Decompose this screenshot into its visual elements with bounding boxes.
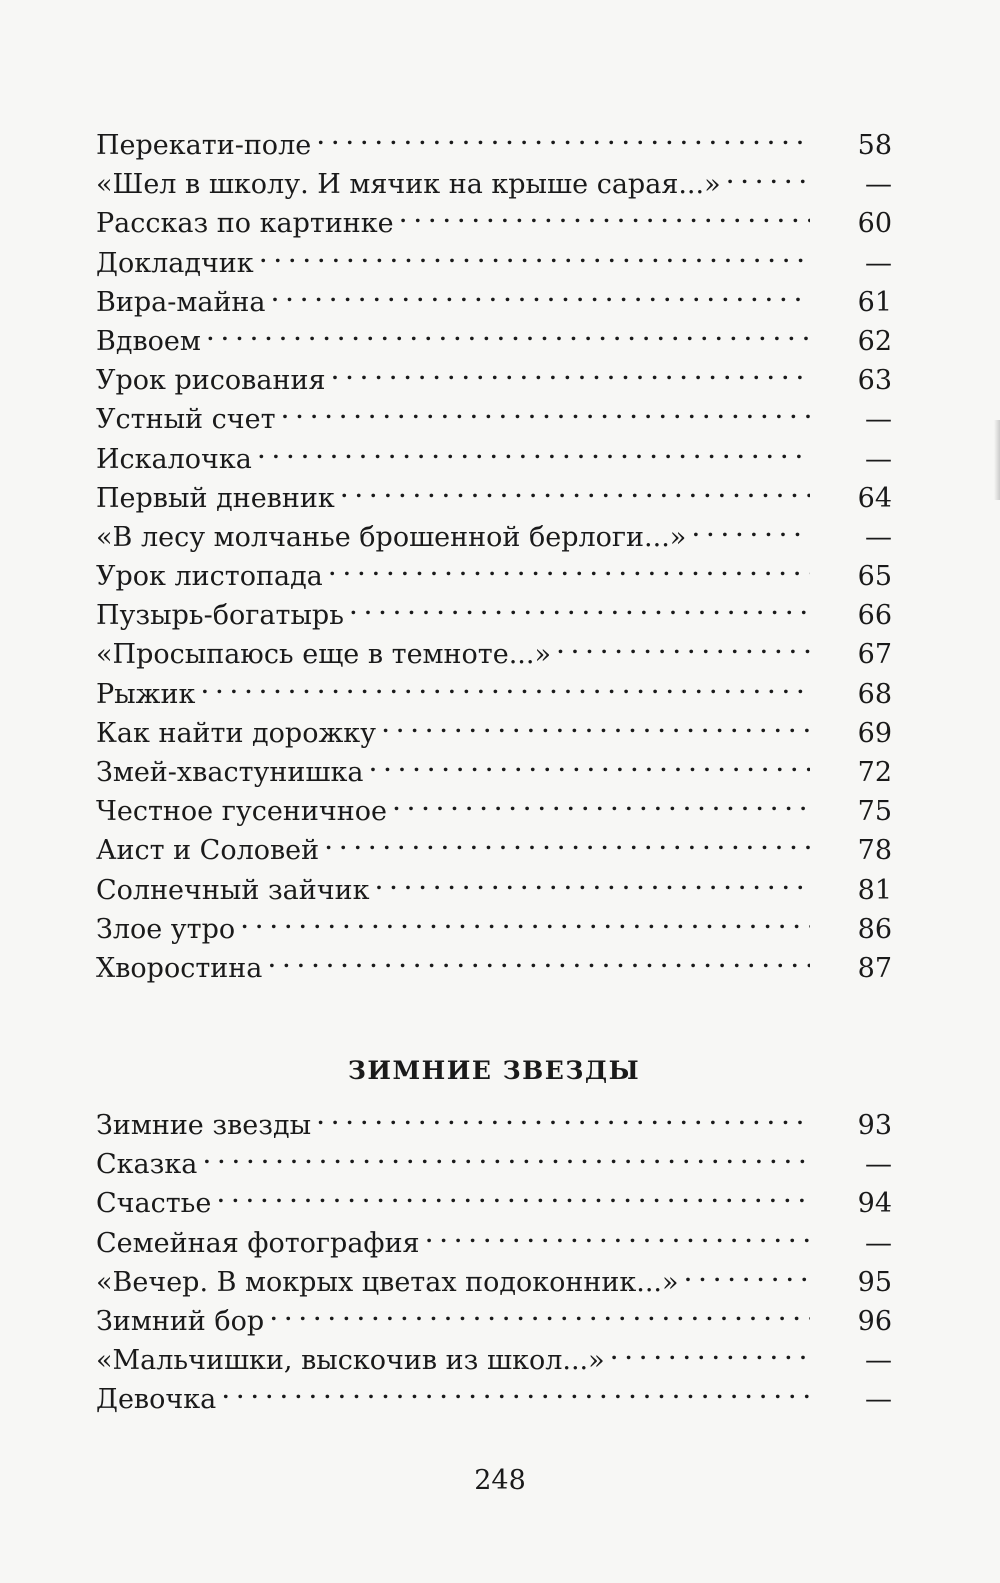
toc-entry-title: Искалочка — [96, 443, 252, 475]
toc-entry-title: «Просыпаюсь еще в темноте...» — [96, 639, 551, 671]
toc-entry-title: Рыжик — [96, 678, 196, 710]
toc-entry — [96, 557, 892, 596]
toc-entry-title: Зимний бор — [96, 1305, 265, 1337]
toc-entry-title: Вира-майна — [96, 286, 266, 318]
leader-dots — [332, 361, 811, 389]
toc-entry — [96, 1302, 892, 1341]
toc-entry-page: 86 — [857, 913, 892, 945]
leader-dots — [270, 1302, 810, 1330]
toc-entry-title: Змей-хвастунишка — [96, 757, 364, 788]
toc-entry — [96, 1106, 892, 1145]
toc-list — [96, 126, 892, 988]
leader-dots — [268, 949, 810, 977]
toc-entry-title: Семейная фотография — [96, 1227, 420, 1259]
leader-dots — [727, 165, 810, 193]
section-heading: ЗИМНИЕ ЗВЕЗДЫ — [347, 1056, 641, 1085]
leader-dots — [692, 518, 810, 546]
toc-entry-page: 69 — [857, 717, 892, 749]
toc-entry-title: Честное гусеничное — [96, 796, 387, 828]
leader-dots — [258, 440, 810, 468]
toc-entry-page: 62 — [857, 325, 892, 357]
toc-entry — [96, 1224, 892, 1263]
toc-entry-title: Первый дневник — [96, 482, 335, 514]
toc-entry-page: 63 — [857, 365, 892, 397]
toc-entry-page: — — [865, 443, 892, 475]
toc-entry-page: 60 — [857, 208, 892, 240]
toc-entry-page: — — [865, 1384, 892, 1416]
toc-entry — [96, 518, 892, 557]
toc-entry — [96, 1341, 892, 1380]
toc-entry — [96, 675, 892, 714]
toc-entry-page: 87 — [857, 952, 892, 984]
toc-entry-title: Счастье — [96, 1188, 212, 1220]
toc-entry-page: 96 — [857, 1305, 892, 1337]
toc-entry-page: 78 — [857, 835, 892, 867]
toc-entry-title: Пузырь-богатырь — [96, 600, 344, 632]
toc-entry — [96, 204, 892, 243]
leader-dots — [611, 1341, 810, 1369]
toc-entry — [96, 1145, 892, 1184]
toc-entry — [96, 322, 892, 361]
toc-entry-page: 58 — [857, 130, 892, 161]
toc-entry — [96, 1263, 892, 1302]
toc-entry-title: «Шел в школу. И мячик на крыше сарая...» — [96, 169, 721, 201]
page-number: 248 — [474, 1465, 526, 1496]
toc-entry-page: 65 — [857, 561, 892, 593]
toc-entry-page: — — [865, 1227, 892, 1259]
toc-entry — [96, 596, 892, 635]
toc-entry — [96, 283, 892, 322]
leader-dots — [350, 596, 810, 624]
page-edge-shadow — [994, 420, 1000, 500]
toc-entry-title: Как найти дорожку — [96, 717, 377, 749]
leader-dots — [222, 1380, 810, 1408]
toc-entry-page: 72 — [857, 757, 892, 788]
toc-entry-page: 66 — [857, 600, 892, 632]
leader-dots — [393, 792, 810, 820]
toc-entry-title: Солнечный зайчик — [96, 874, 370, 906]
toc-entry-title: Устный счет — [96, 404, 276, 436]
leader-dots — [685, 1263, 810, 1291]
toc-entry-page: — — [865, 169, 892, 201]
leader-dots — [341, 479, 810, 507]
leader-dots — [272, 283, 810, 311]
toc-entry — [96, 400, 892, 439]
toc-entry — [96, 479, 892, 518]
toc-entry-page: 68 — [857, 678, 892, 710]
toc-entry — [96, 361, 892, 400]
toc-entry-title: «Мальчишки, выскочив из школ...» — [96, 1345, 605, 1377]
toc-entry — [96, 126, 892, 165]
toc-entry — [96, 831, 892, 870]
toc-entry-page: — — [865, 404, 892, 436]
toc-entry — [96, 635, 892, 674]
toc-entry — [96, 871, 892, 910]
toc-entry — [96, 1184, 892, 1223]
toc-entry-page: 95 — [857, 1266, 892, 1298]
toc-entry-title: «В лесу молчанье брошенной берлоги...» — [96, 521, 687, 553]
leader-dots — [317, 126, 810, 154]
toc-entry-page: — — [865, 1345, 892, 1377]
toc-entry-title: Зимние звезды — [96, 1110, 312, 1141]
leader-dots — [376, 871, 811, 899]
toc-entry-page: — — [865, 1149, 892, 1181]
toc-entry — [96, 165, 892, 204]
leader-dots — [207, 322, 810, 350]
toc-entry-title: Урок листопада — [96, 561, 323, 593]
toc-entry-page: 64 — [857, 482, 892, 514]
toc-entry — [96, 714, 892, 753]
toc-entry — [96, 910, 892, 949]
toc-entry-title: Перекати-поле — [96, 130, 312, 161]
leader-dots — [369, 753, 810, 781]
toc-list — [96, 1106, 892, 1420]
leader-dots — [203, 1145, 810, 1173]
toc-entry-title: «Вечер. В мокрых цветах подоконник...» — [96, 1266, 679, 1298]
toc-entry-title: Вдвоем — [96, 325, 201, 357]
toc-entry-title: Хворостина — [96, 952, 263, 984]
leader-dots — [382, 714, 810, 742]
toc-entry-title: Докладчик — [96, 247, 254, 279]
toc-entry — [96, 949, 892, 988]
toc-entry-title: Аист и Соловей — [96, 835, 320, 867]
leader-dots — [201, 675, 810, 703]
toc-entry-page: 94 — [857, 1188, 892, 1220]
toc-entry-page: 67 — [857, 639, 892, 671]
toc-entry — [96, 1380, 892, 1419]
toc-entry-title: Рассказ по картинке — [96, 208, 394, 240]
toc-entry-page: 61 — [857, 286, 892, 318]
leader-dots — [325, 831, 810, 859]
toc-entry-page: — — [865, 521, 892, 553]
toc-entry — [96, 440, 892, 479]
leader-dots — [282, 400, 810, 428]
toc-entry-page: 75 — [857, 796, 892, 828]
toc-entry-title: Урок рисования — [96, 365, 326, 397]
toc-entry-title: Девочка — [96, 1384, 217, 1416]
toc-entry-page: 81 — [857, 874, 892, 906]
toc-entry — [96, 244, 892, 283]
leader-dots — [217, 1184, 810, 1212]
leader-dots — [241, 910, 810, 938]
toc-entry-page: — — [865, 247, 892, 279]
toc-entry-title: Сказка — [96, 1149, 198, 1181]
leader-dots — [426, 1224, 810, 1252]
leader-dots — [329, 557, 810, 585]
leader-dots — [317, 1106, 810, 1134]
toc-entry-page: 93 — [857, 1110, 892, 1141]
toc-entry — [96, 753, 892, 792]
leader-dots — [557, 635, 810, 663]
leader-dots — [400, 204, 810, 232]
leader-dots — [260, 244, 810, 272]
toc-entry — [96, 792, 892, 831]
toc-entry-title: Злое утро — [96, 913, 236, 945]
